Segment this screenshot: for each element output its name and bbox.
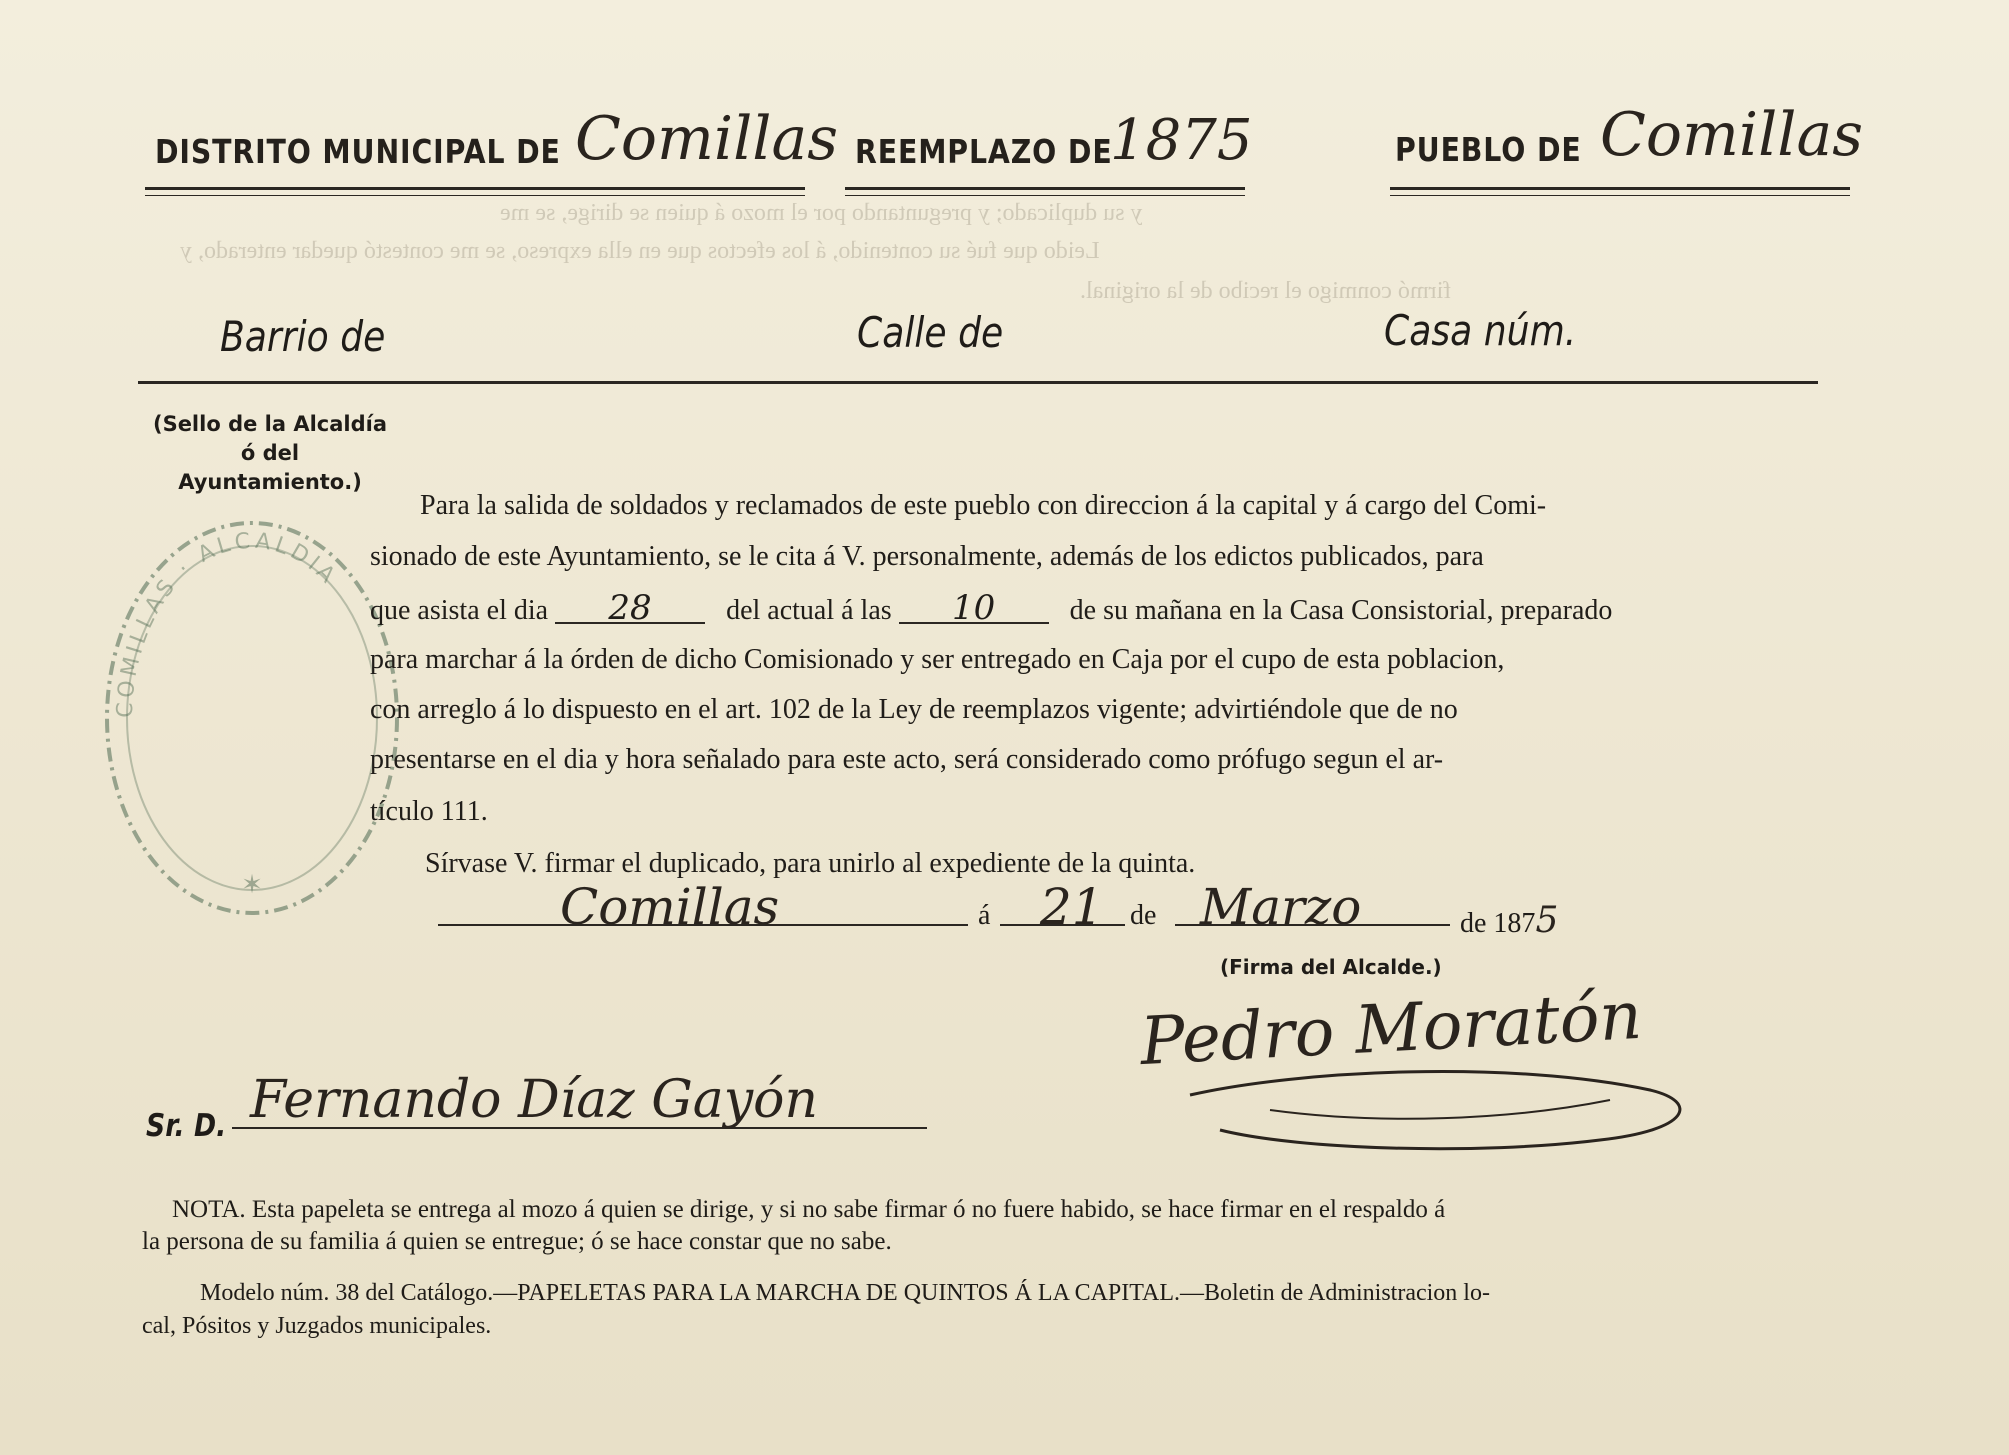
header-rule bbox=[145, 187, 805, 190]
header-rule bbox=[1390, 195, 1850, 196]
recipient-name-handwritten: Fernando Díaz Gayón bbox=[250, 1070, 818, 1130]
date-de-label: de bbox=[1130, 900, 1157, 931]
hour-field: 10 bbox=[899, 594, 1049, 624]
date-a-label: á bbox=[978, 900, 991, 931]
footer-line: cal, Pósitos y Juzgados municipales. bbox=[142, 1313, 492, 1339]
pueblo-label: PUEBLO DE bbox=[1395, 130, 1582, 169]
body-line-with-blanks: que asista el dia 28 del actual á las 10 de su mañana en la Casa Consistorial, preparado bbox=[370, 588, 1613, 628]
address-rule bbox=[138, 381, 1818, 384]
alcalde-signature: Pedro Moratón bbox=[1138, 976, 1644, 1081]
nota-line: NOTA. Esta papeleta se entrega al mozo á quien se dirige, y si no sabe firmar ó no fuere habido, se hace firmar en el respaldo á bbox=[172, 1196, 1446, 1223]
firma-label: (Firma del Alcalde.) bbox=[1220, 955, 1442, 979]
svg-text:COMILLAS · ALCALDIA bbox=[113, 529, 342, 719]
barrio-label: Barrio de bbox=[220, 312, 386, 361]
header-rule bbox=[145, 195, 805, 196]
casa-label: Casa núm. bbox=[1384, 306, 1577, 355]
calle-label: Calle de bbox=[857, 308, 1004, 357]
date-year-label: de 1875 bbox=[1460, 900, 1559, 941]
date-month-handwritten: Marzo bbox=[1200, 878, 1362, 936]
pueblo-handwritten: Comillas bbox=[1600, 100, 1864, 170]
date-day-handwritten: 21 bbox=[1040, 878, 1104, 936]
body-line: con arreglo á lo dispuesto en el art. 102 de la Ley de reemplazos vigente; advirtiéndole que de no bbox=[370, 694, 1458, 725]
footer-line: Modelo núm. 38 del Catálogo.—PAPELETAS PARA LA MARCHA DE QUINTOS Á LA CAPITAL.—Boletin de Administracion lo- bbox=[200, 1280, 1490, 1306]
distrito-label: DISTRITO MUNICIPAL DE bbox=[155, 132, 561, 171]
reemplazo-handwritten: 1875 bbox=[1110, 108, 1253, 173]
distrito-handwritten: Comillas bbox=[575, 104, 839, 174]
bleed-through-text: Leido que fué su contenido, á los efectos que en ella expreso, se me contestó quedar enterado, y bbox=[180, 238, 1100, 264]
header-rule bbox=[845, 187, 1245, 190]
signature-flourish bbox=[1180, 1050, 1710, 1170]
header-rule bbox=[845, 195, 1245, 196]
body-line: tículo 111. bbox=[370, 796, 488, 827]
nota-line: la persona de su familia á quien se entregue; ó se hace constar que no sabe. bbox=[142, 1228, 892, 1255]
svg-text:✶: ✶ bbox=[241, 870, 263, 900]
bleed-through-text: y su duplicado; y preguntando por el mozo á quien se dirige, se me bbox=[500, 200, 1143, 226]
body-line: Sírvase V. firmar el duplicado, para unirlo al expediente de la quinta. bbox=[425, 848, 1196, 879]
seal-text: COMILLAS · ALCALDIA bbox=[112, 528, 343, 719]
body-line: para marchar á la órden de dicho Comisionado y ser entregado en Caja por el cupo de esta poblacion, bbox=[370, 644, 1505, 675]
recipient-label: Sr. D. bbox=[146, 1108, 227, 1144]
header-rule bbox=[1390, 187, 1850, 190]
reemplazo-label: REEMPLAZO DE bbox=[855, 132, 1113, 171]
stamp-caption: (Sello de la Alcaldía ó del Ayuntamiento.) bbox=[152, 412, 388, 494]
day-field: 28 bbox=[555, 594, 705, 624]
body-line: presentarse en el dia y hora señalado para este acto, será considerado como prófugo segun el ar- bbox=[370, 744, 1444, 775]
body-line: sionado de este Ayuntamiento, se le cita á V. personalmente, además de los edictos publicados, para bbox=[370, 541, 1484, 572]
bleed-through-text: firmó conmigo el recibo de la original. bbox=[1080, 278, 1452, 304]
place-handwritten: Comillas bbox=[560, 878, 780, 936]
body-line: Para la salida de soldados y reclamados de este pueblo con direccion á la capital y á cargo del Comi- bbox=[420, 490, 1547, 521]
